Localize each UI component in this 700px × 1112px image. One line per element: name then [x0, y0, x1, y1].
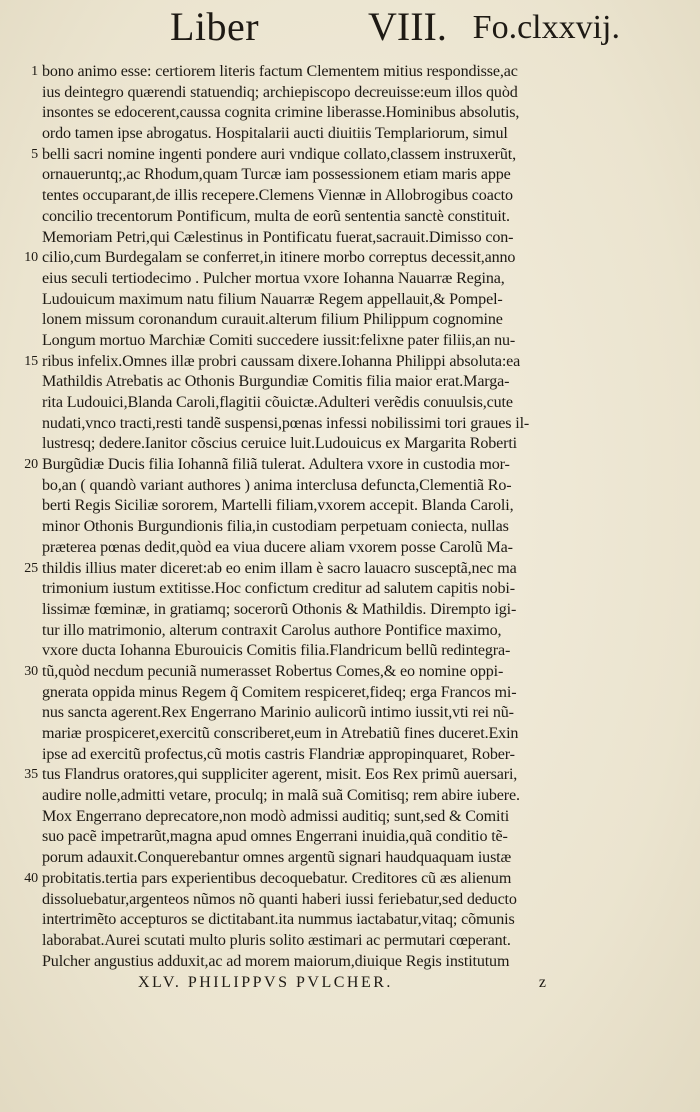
running-head: Liber: [170, 4, 260, 49]
text-line: [42, 290, 608, 311]
text-line: [42, 103, 608, 124]
text-line: [42, 952, 608, 973]
page-header: [170, 4, 620, 50]
line-text: lustresq; dedere.Ianitor cõscius ceruice luit.Ludouicus ex Margarita Roberti: [42, 435, 517, 453]
line-text: thildis illius mater diceret:ab eo enim illam è sacro lauacro susceptã,nec ma: [42, 559, 517, 577]
text-line: [42, 517, 608, 538]
line-number: 5: [31, 146, 38, 162]
text-line: [42, 83, 608, 104]
line-text: berti Regis Siciliæ sororem, Martelli filiam,vxorem accepit. Blanda Caroli,: [42, 497, 514, 515]
text-line: [42, 393, 608, 414]
text-line: [42, 331, 608, 352]
text-line: [24, 248, 608, 269]
text-line: [24, 352, 608, 373]
text-line: [42, 269, 608, 290]
line-number: 40: [24, 870, 38, 886]
line-text: ordo tamen ipse abrogatus. Hospitalarii aucti diuitiis Templariorum, simul: [42, 125, 508, 143]
text-line: [42, 496, 608, 517]
text-line: [42, 890, 608, 911]
text-line: [42, 228, 608, 249]
line-text: insontes se edocerent,caussa cognita crimine liberasse.Hominibus absolutis,: [42, 104, 520, 122]
text-line: [42, 372, 608, 393]
line-text: Mathildis Atrebatis ac Othonis Burgundiæ Comitis filia maior erat.Marga-: [42, 373, 510, 391]
line-text: Memoriam Petri,qui Cælestinus in Pontificatu fuerat,sacrauit.Dimisso con-: [42, 228, 514, 246]
text-line: [42, 310, 608, 331]
line-text: ius deintegro quærendi statuendiq; archiepiscopo decreuisse:eum illos quòd: [42, 83, 518, 101]
page-footer: [138, 974, 558, 998]
line-text: tũ,quòd necdum pecuniã numerasset Robertus Comes,& eo nomine oppi-: [42, 662, 504, 680]
text-line: [42, 786, 608, 807]
line-text: rita Ludouici,Blanda Caroli,flagitii cõuictæ.Adulteri verẽdis conuulsis,cute: [42, 394, 513, 411]
line-text: trimonium iustum extitisse.Hoc confictum creditur ad salutem capitis nobi-: [42, 580, 515, 598]
text-line: [42, 207, 608, 228]
line-text: Pulcher angustius adduxit,ac ad morem maiorum,diuique Regis institutum: [42, 952, 510, 970]
line-text: concilio trecentorum Pontificum, multa de eorũ sententia sanctè constituit.: [42, 207, 510, 225]
text-line: [24, 559, 608, 580]
line-text: eius seculi tertiodecimo . Pulcher mortua vxore Iohanna Nauarræ Regina,: [42, 269, 505, 287]
line-text: minor Othonis Burgundionis filia,in custodiam perpetuam coniecta, nullas: [42, 518, 509, 536]
line-text: ipse ad exercitũ profectus,cũ motis castris Flandriæ appropinquaret, Rober-: [42, 745, 515, 763]
text-line: [24, 455, 608, 476]
text-line: [42, 414, 608, 435]
text-line: [42, 683, 608, 704]
line-text: nudati,vnco tracti,resti tandẽ suspensi,pœnas infessi nobilissimi tori graues il-: [42, 414, 530, 432]
line-text: cilio,cum Burdegalam se conferret,in itinere morbo correptus decessit,anno: [42, 249, 516, 267]
line-text: tentes occuparant,de illis recepere.Clemens Viennæ in Allobrogibus coacto: [42, 187, 513, 205]
text-line: [42, 827, 608, 848]
line-text: dissoluebatur,argenteos nũmos nõ quanti haberi iussi feriebatur,sed deducto: [42, 890, 517, 908]
line-text: suo pacẽ impetrarũt,magna apud omnes Engerrani inuidia,quã conditio tẽ-: [42, 828, 508, 846]
text-line: [42, 600, 608, 621]
line-text: belli sacri nomine ingenti pondere auri vndique collato,classem instruxerũt,: [42, 145, 516, 163]
text-line: [42, 724, 608, 745]
line-number: 35: [24, 767, 38, 783]
text-line: [42, 579, 608, 600]
text-line: [42, 807, 608, 828]
text-line: [42, 621, 608, 642]
line-text: audire nolle,admitti vetare, proculq; in malã suã Comitisq; rem abire iubere.: [42, 787, 520, 805]
line-number: 10: [24, 250, 38, 266]
book-number: VIII.: [368, 4, 447, 49]
line-text: mariæ prospiceret,exercitũ conscriberet,eum in Atrebatiũ fines duceret.Exin: [42, 725, 519, 742]
line-text: Burgũdiæ Ducis filia Iohannã filiã tulerat. Adultera vxore in custodia mor-: [42, 456, 510, 474]
line-text: nus sancta agerent.Rex Engerrano Marinio aulicorũ intimo iussit,vti rei nũ-: [42, 704, 514, 722]
line-text: porum adauxit.Conquerebantur omnes argentũ signari haudquaquam iustæ: [42, 849, 512, 867]
body-text: [24, 62, 608, 972]
text-line: [24, 869, 608, 890]
line-text: laborabat.Aurei scutati multo pluris solito æstimari ac permutari cœperant.: [42, 931, 511, 949]
line-text: ornaueruntq;,ac Rhodum,quam Turcæ iam possessionem etiam maris appe: [42, 166, 511, 184]
line-text: bono animo esse: certiorem literis factum Clementem mitius respondisse,ac: [42, 63, 518, 80]
line-text: tus Flandrus oratores,qui suppliciter agerent, misit. Eos Rex primũ auersari,: [42, 766, 518, 784]
text-line: [42, 745, 608, 766]
line-number: 15: [24, 353, 38, 369]
line-number: 25: [24, 560, 38, 576]
line-text: vxore ducta Iohanna Eburouicis Comitis filia.Flandricum bellũ redintegra-: [42, 642, 511, 660]
text-line: [42, 165, 608, 186]
line-text: Longum mortuo Marchiæ Comiti succedere iussit:felixne pater filiis,an nu-: [42, 331, 516, 349]
line-text: tur illo matrimonio, alterum contraxit Carolus authore Pontifice maximo,: [42, 621, 502, 639]
text-line: [42, 476, 608, 497]
line-text: præterea pœnas dedit,quòd ea viua ducere aliam vxorem posse Carolũ Ma-: [42, 538, 513, 556]
text-line: [42, 434, 608, 455]
text-line: [31, 62, 608, 83]
text-line: [42, 703, 608, 724]
line-number: 20: [24, 457, 38, 473]
text-line: [42, 538, 608, 559]
line-text: bo,an ( quandò variant authores ) anima interclusa defuncta,Clementiã Ro-: [42, 476, 512, 494]
text-line: [31, 145, 608, 166]
text-line: [42, 848, 608, 869]
signature-mark: z: [538, 974, 546, 991]
text-line: [42, 186, 608, 207]
line-text: ribus infelix.Omnes illæ probri caussam dixere.Iohanna Philippi absoluta:ea: [42, 352, 521, 370]
line-text: probitatis.tertia pars experientibus decoquebatur. Creditores cũ æs alienum: [42, 869, 512, 887]
text-line: [42, 124, 608, 145]
text-line: [42, 910, 608, 931]
line-text: lissimæ fœminæ, in gratiamq; socerorũ Othonis & Mathildis. Dirempto igi-: [42, 600, 517, 618]
text-line: [24, 662, 608, 683]
line-text: Ludouicum maximum natu filium Nauarræ Regem appellauit,& Pompel-: [42, 290, 503, 308]
line-text: lonem missum coronandum curauit.alterum filium Philippum cognomine: [42, 311, 503, 329]
line-text: intertrimẽto accepturos se dictitabant.ita nummus iactabatur,vitaq; cõmunis: [42, 911, 515, 929]
text-line: [24, 765, 608, 786]
line-number: 30: [24, 663, 38, 679]
line-text: Mox Engerrano deprecatore,non modò admissi auditiq; sunt,sed & Comiti: [42, 807, 510, 825]
line-text: gnerata oppida minus Regem q̃ Comitem respiceret,fideq; erga Francos mi-: [42, 683, 517, 701]
text-line: [42, 931, 608, 952]
footer-title: XLV. PHILIPPVS PVLCHER.: [138, 974, 393, 991]
line-number: 1: [31, 64, 38, 79]
text-line: [42, 641, 608, 662]
folio-number: Fo.clxxvij.: [472, 9, 620, 46]
